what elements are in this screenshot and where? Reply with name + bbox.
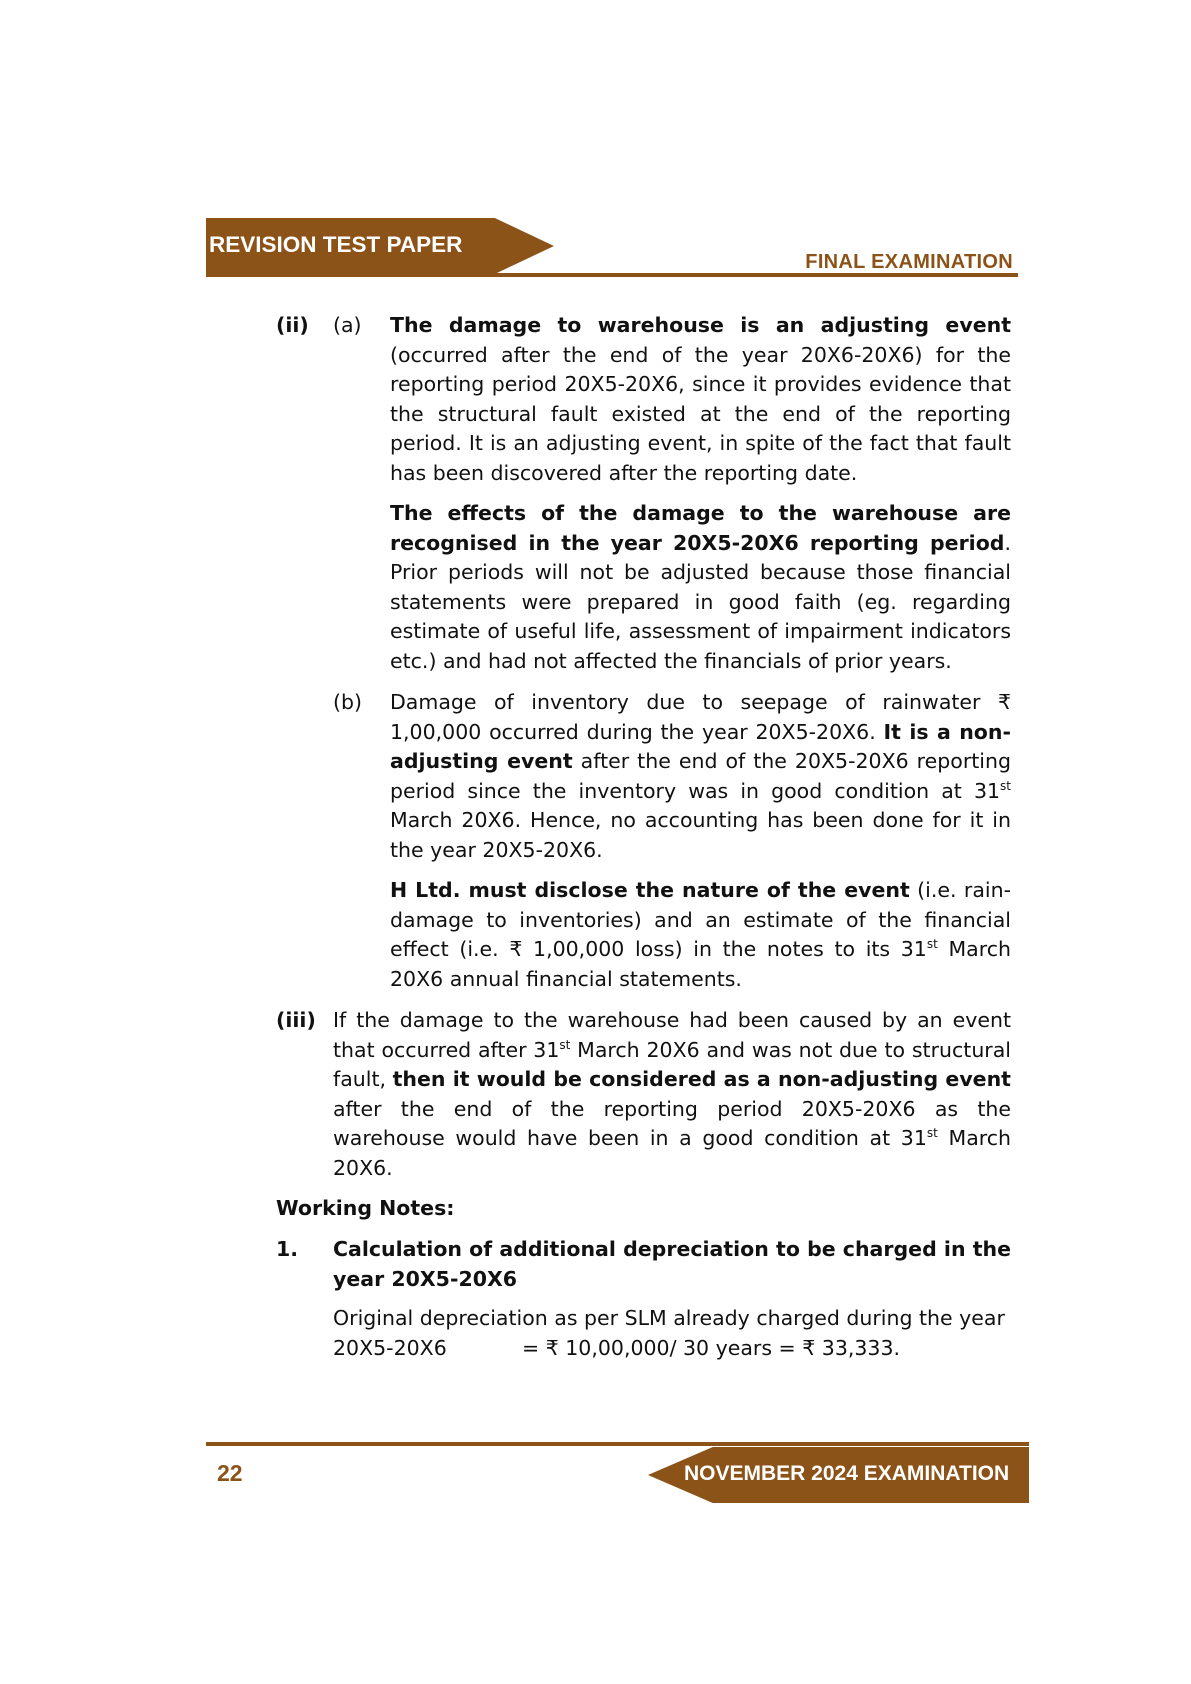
working-notes-item-1-title: Calculation of additional depreciation to be charged in the year 20X5-20X6: [333, 1237, 1011, 1291]
header-right-title: FINAL EXAMINATION: [805, 251, 1013, 273]
section-ii-a-label: (a): [333, 313, 362, 337]
working-notes-item-1-line-1: Original depreciation as per SLM already charged during the year: [333, 1306, 1005, 1330]
working-notes-item-1-line-2-left: 20X5-20X6: [333, 1336, 447, 1360]
section-ii-label: (ii): [276, 313, 309, 337]
footer-rule: [206, 1442, 1029, 1446]
section-ii-b-label: (b): [333, 690, 363, 714]
section-iii-label: (iii): [276, 1008, 316, 1032]
section-iii-paragraph: If the damage to the warehouse had been caused by an event that occurred after 31st March 20X6 and was not due to structural fault, then it would be considered as a non-adjusting event after the end of the reporting period 20X5-20X6 as the warehouse would have been in a good condition at 31st March 20X6.: [333, 1008, 1011, 1180]
section-ii-a-paragraph-1: The damage to warehouse is an adjusting event (occurred after the end of the year 20X6-20X6) for the reporting period 20X5-20X6, since it provides evidence that the structural fault existed at the end of the reporting period. It is an adjusting event, in spite of the fact that fault has been discovered after the reporting date.: [390, 313, 1011, 485]
section-ii-b-paragraph-1: Damage of inventory due to seepage of rainwater ₹ 1,00,000 occurred during the year 20X5-20X6. It is a non-adjusting event after the end of the 20X5-20X6 reporting period since the inventory was in good condition at 31st March 20X6. Hence, no accounting has been done for it in the year 20X5-20X6.: [390, 690, 1011, 862]
footer-exam-label: NOVEMBER 2024 EXAMINATION: [684, 1462, 1010, 1485]
section-ii-a-paragraph-2: The effects of the damage to the warehouse are recognised in the year 20X5-20X6 reporting period. Prior periods will not be adjusted because those financial statements were prepared in good faith (eg. regarding estimate of useful life, assessment of impairment indicators etc.) and had not affected the financials of prior years.: [390, 501, 1011, 673]
page-number: 22: [217, 1460, 243, 1486]
header-rule: [206, 273, 1018, 277]
working-notes-item-1-label: 1.: [276, 1237, 299, 1261]
header-left-title: REVISION TEST PAPER: [209, 232, 463, 257]
working-notes-heading: Working Notes:: [276, 1196, 455, 1220]
working-notes-item-1-line-2-right: = ₹ 10,00,000/ 30 years = ₹ 33,333.: [522, 1336, 901, 1360]
section-ii-b-paragraph-2: H Ltd. must disclose the nature of the event (i.e. rain-damage to inventories) and an estimate of the financial effect (i.e. ₹ 1,00,000 loss) in the notes to its 31st March 20X6 annual financial statements.: [390, 878, 1011, 991]
